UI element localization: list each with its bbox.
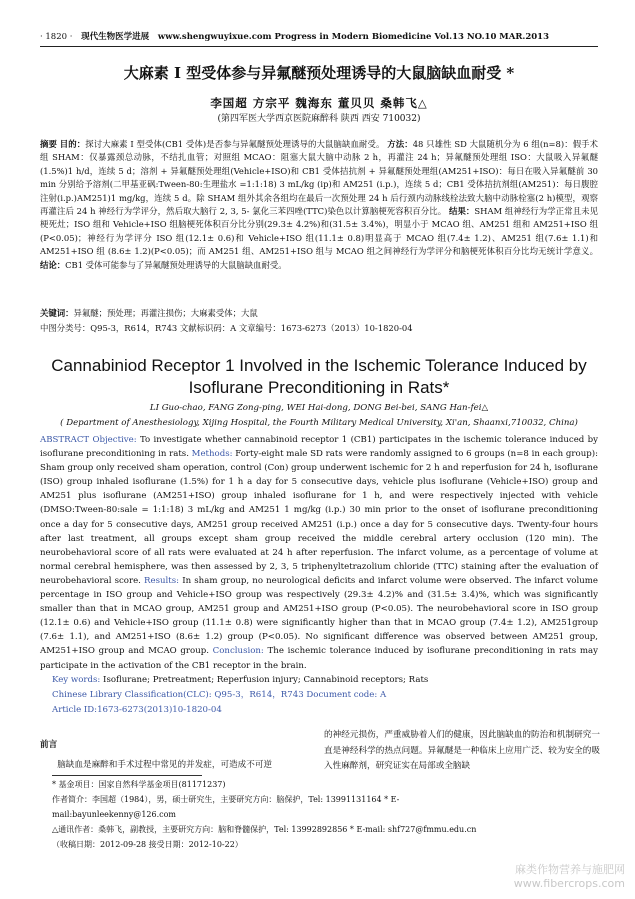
cn-results-label: 结果：	[448, 206, 475, 217]
cn-methods: 48 只雄性 SD 大鼠随机分为 6 组(n=8)：假手术组 SHAM：仅暴露颈总动脉，不结扎血管；对照组 MCAO：阻塞大鼠大脑中动脉 2 h，再灌注 24 h；异氟醚预处理组 ISO：大鼠吸入异氟醚(1.5%)1 h/d，连续 5 d；溶剂 + 异氟醚预处理组(Vehicle+ISO)和 CB1 受体拮抗剂 + 异氟醚预处理组(AM251+ISO)：每日在吸入异氟醚前 30 min 分别给予溶剂(二甲基亚砜:Tween-80:生理盐水 =1:1:18) 3 mL/kg (ip)和 AM251 (i.p.)，连续 5 d；CB1 受体拮抗剂组(AM251)：每日腹腔注射(i.p.)AM251)1 mg/kg，连续 5 d。除 SHAM 组外其余各组均在最后一次预处理 24 h 后行颈内动脉线栓法致大脑中动脉栓塞(2 h)模型，观察再灌注后 24 h 神经行为学评分，然后取大脑行 2, 3, 5- 氯化三苯四唑(TTC)染色以计算脑梗死容积百分比。	[40, 139, 599, 217]
en-article-id-line	[52, 703, 222, 717]
en-title-line2: Isoflurane Preconditioning in Rats*	[188, 378, 450, 397]
en-keywords: Isoflurane; Pretreatment; Reperfusion injury; Cannabinoid receptors; Rats	[100, 675, 429, 685]
en-affiliation: ( Department of Anesthesiology, Xijing Hospital, the Fourth Military Medical University, Xi'an, Shaanxi,710032, China)	[60, 418, 578, 428]
watermark-line2: www.fibercrops.com	[513, 877, 625, 890]
journal-name-cn: 现代生物医学进展	[81, 32, 150, 42]
en-abstract-label: ABSTRACT Objective:	[40, 435, 137, 445]
footnote-author: 作者简介：李国超（1984），男，硕士研究生，主要研究方向：脑保护，Tel: 13991131164 * E-mail:bayunleekenny@126.com	[52, 795, 400, 819]
body-right-text: 的神经元损伤，严重威胁着人们的健康，因此脑缺血的防治和机制研究一直是神经科学的热点问题。异氟醚是一种临床上应用广泛、较为安全的吸入性麻醉剂，研究证实在局部或全脑缺	[324, 730, 600, 771]
footnote-fund: * 基金项目：国家自然科学基金项目(81171237)	[52, 780, 226, 789]
footnotes	[52, 777, 482, 852]
cn-methods-label: 方法：	[387, 139, 413, 149]
en-title-line1: Cannabiniod Receptor 1 Involved in the Ischemic Tolerance Induced by	[51, 356, 587, 375]
en-objective: To investigate whether cannabinoid receptor 1 (CB1) participates in the ischemic tolerance induced by isoflurane preconditioning in rats.	[40, 435, 598, 460]
en-clc-label: Chinese Library Classification(CLC):	[52, 690, 212, 700]
watermark-line1: 麻类作物营养与施肥网	[515, 863, 625, 876]
body-left-text: 脑缺血是麻醉和手术过程中常见的并发症，可造成不可逆	[57, 760, 273, 770]
cn-abstract-label: 摘要	[40, 139, 57, 149]
cn-conclusion: CB1 受体可能参与了异氟醚预处理诱导的大鼠脑缺血耐受。	[65, 259, 287, 270]
cn-conclusion-label: 结论：	[40, 259, 66, 270]
footnote-rule	[52, 775, 202, 776]
en-keywords-label: Key words:	[52, 675, 101, 685]
en-methods-label: Methods:	[188, 449, 233, 460]
en-abstract	[40, 433, 598, 673]
cn-keywords: 异氟醚；预处理；再灌注损伤；大麻素受体；大鼠	[73, 308, 258, 318]
cn-keywords-label: 关键词：	[40, 308, 74, 318]
cn-objective: 探讨大麻素 I 型受体(CB1 受体)是否参与异氟醚预处理诱导的大鼠脑缺血耐受。	[85, 139, 385, 149]
section-heading-preface: 前言	[40, 740, 58, 750]
en-clc-line	[52, 688, 386, 702]
en-results-label: Results:	[140, 575, 180, 586]
cn-results: SHAM 组神经行为学正常且未见梗死灶；ISO 组和 Vehicle+ISO 组脑梗死体积百分比分别(29.3± 4.2%)和(31.5± 3.4%)，明显小于 MCAO 组、AM251 组和 AM251+ISO 组(P<0.05)；神经行为学评分 ISO 组(12.1± 0.6)和 Vehicle+ISO 组(11.1± 0.8)明显高于 MCAO 组(7.4± 1.2)、AM251 组(7.6± 1.1)和 AM251+ISO 组 (8.6± 1.2)(P<0.05)；而 AM251 组、AM251+ISO 组与 MCAO 组之间神经行为学评分和脑梗死体积百分比均无统计学意义。	[40, 206, 599, 257]
en-conclusion: The ischemic tolerance induced by isoflurane preconditioning in rats may participate in the activation of the CB1 receptor in the brain.	[40, 646, 599, 671]
en-methods: Forty-eight male SD rats were randomly assigned to 6 groups (n=8 in each group): Sham group only received sham operation, control (Con) group underwent ischemic for 2 h and reperfusion for 24 h, isoflurane (ISO) group inhaled isoflurane (1.5%) for 1 h a day for 5 consecutive days, vehicle plus isoflurane (Vehicle+ISO) group and AM251 plus isoflurane (AM251+ISO) group inhaled isoflurane for 1 h, and were respectively injected with vehicle (DMSO:Tween-80:sale = 1:1:18) 3 mL/kg and AM251 1 mg/kg (i.p.) 30 min prior to the onset of isoflurane preconditioning once a day for 5 consecutive days, AM251 group received AM251 (i.p.) once a day for 5 consecutive days. Twenty-four hours after last treatment, all groups except sham group received the middle cerebral artery occlusion (120 min). The neurobehavioral score of all rats were evaluated at 24 h after reperfusion. The infarct volume, as a percentage of volume at normal cerebral hemisphere, was then assessed by 2, 3, 5 triphenyltetrazolium chloride (TTC) staining after the evaluation of neurobehavioral score.	[40, 449, 598, 586]
cn-abstract	[40, 138, 598, 272]
cn-authors: 李国超 方宗平 魏海东 董贝贝 桑韩飞△	[210, 96, 428, 110]
cn-title: 大麻素 I 型受体参与异氟醚预处理诱导的大鼠脑缺血耐受 *	[123, 64, 515, 82]
en-keywords-line	[52, 673, 428, 687]
watermark	[514, 863, 625, 891]
footnote-corresponding: △通讯作者：桑韩飞，副教授，主要研究方向：脑和脊髓保护，Tel: 13992892856 * E-mail: shf727@fmmu.edu.cn	[52, 825, 477, 834]
cn-clc-line: 中图分类号：Q95-3，R614，R743 文献标识码：A 文章编号：1673-6273（2013）10-1820-04	[40, 323, 413, 333]
cn-affiliation: (第四军医大学西京医院麻醉科 陕西 西安 710032)	[217, 114, 421, 124]
en-conclusion-label: Conclusion:	[208, 646, 264, 657]
en-results: In sham group, no neurological deficits and infarct volume were observed. The infarct volume percentage in ISO group and Vehicle+ISO group was respectively (29.3± 4.2)% and (31.5± 3.4)%, which was significantly smaller than that in MCAO group, AM251 group and AM251+ISO group (P<0.05). The neurobehavioral score in ISO group (12.1± 0.6) and Vehicle+ISO group (11.1± 0.8) were significantly higher than that in MCAO group (7.4± 1.2), AM251group (7.6± 1.1), and AM251+ISO (8.6± 1.2) group (P<0.05). No significant difference was observed between AM251 group, AM251+ISO group and MCAO group.	[40, 575, 599, 657]
en-title	[40, 355, 598, 399]
en-article-id-label: Article ID:	[52, 705, 98, 715]
cn-objective-label: 目的：	[59, 139, 86, 149]
journal-name-en: www.shengwuyixue.com Progress in Modern Biomedicine Vol.13 NO.10 MAR.2013	[157, 32, 549, 42]
footnote-dates: （收稿日期：2012-09-28 接受日期：2012-10-22）	[52, 840, 243, 849]
cn-keywords-line	[40, 307, 258, 320]
en-article-id: 1673-6273(2013)10-1820-04	[97, 705, 222, 715]
en-authors: LI Guo-chao, FANG Zong-ping, WEI Hai-dong, DONG Bei-bei, SANG Han-fei△	[149, 403, 489, 413]
header-rule	[40, 46, 598, 47]
en-clc: Q95-3，R614，R743 Document code: A	[211, 690, 387, 700]
page-number: · 1820 ·	[40, 32, 73, 42]
